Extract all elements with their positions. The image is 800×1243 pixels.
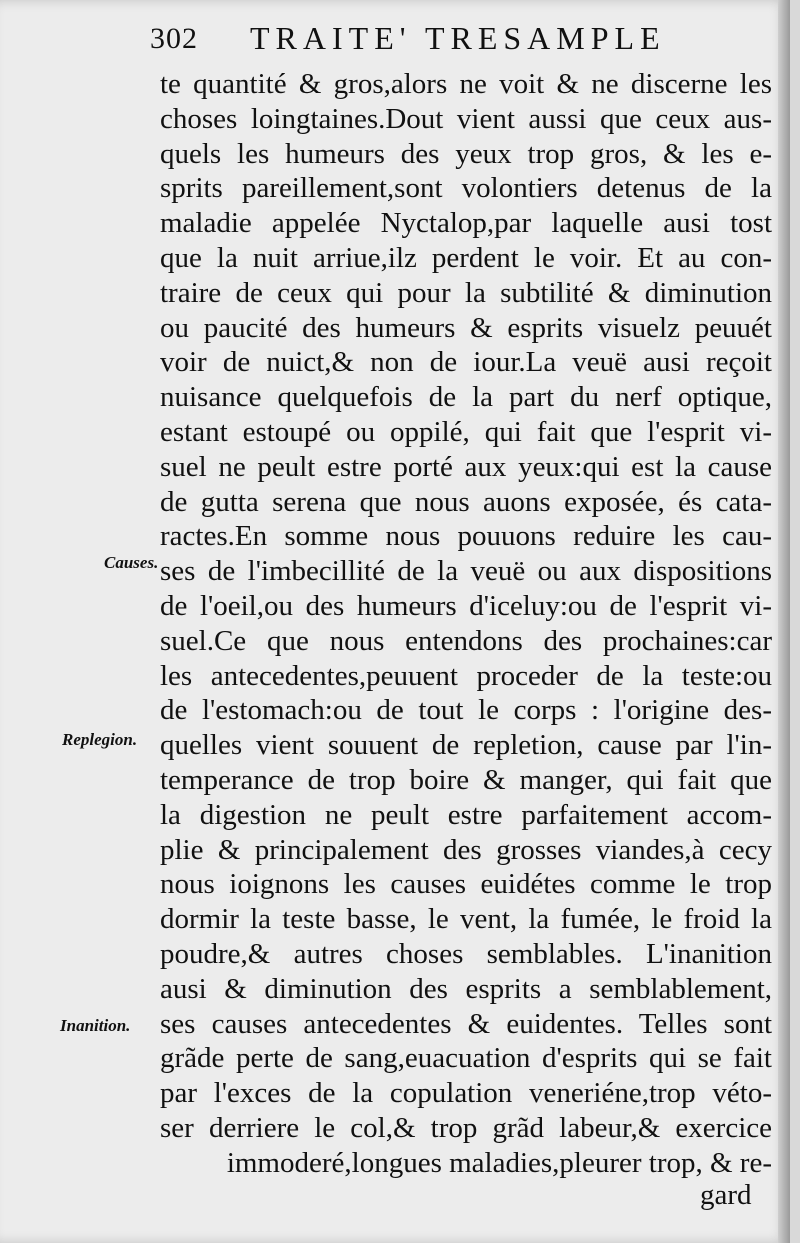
text-line: les antecedentes,peuuent proceder de la teste:ou — [160, 659, 772, 692]
text-line: la digestion ne peult estre parfaitement accom- — [160, 798, 772, 831]
text-line: suel ne peult estre porté aux yeux:qui est la cause — [160, 450, 772, 483]
page-header — [150, 18, 670, 64]
margin-note-causes: Causes. — [104, 553, 159, 572]
text-line: ractes.En somme nous pouuons reduire les cau- — [160, 520, 772, 553]
text-line: ou paucité des humeurs & esprits visuelz peuuét — [160, 311, 772, 344]
text-line: par l'exces de la copulation veneriéne,trop véto- — [160, 1077, 772, 1110]
text-line: ses de l'imbecillité de la veuë ou aux dispositions — [160, 555, 772, 588]
page-number: 302 — [150, 22, 198, 55]
body-text — [160, 67, 772, 1181]
running-head: TRAITE' TRESAMPLE — [250, 20, 666, 56]
text-line: sprits pareillement,sont volontiers detenus de la — [160, 172, 772, 205]
text-line: voir de nuict,& non de iour.La veuë ausi reçoit — [160, 346, 772, 379]
text-line: maladie appelée Nyctalop,par laquelle ausi tost — [160, 207, 772, 240]
gutter-shadow — [778, 0, 790, 1243]
text-line: immoderé,longues maladies,pleurer trop, & re- — [226, 1146, 772, 1179]
text-line: plie & principalement des grosses viandes,à cecy — [160, 833, 772, 866]
text-line: que la nuit arriue,ilz perdent le voir. Et au con- — [160, 241, 772, 274]
text-line: temperance de trop boire & manger, qui fait que — [160, 763, 772, 796]
text-line: quelles vient souuent de repletion, cause par l'in- — [160, 729, 772, 762]
margin-note-repletion: Replegion. — [62, 730, 138, 749]
text-line: choses loingtaines.Dout vient aussi que ceux aus- — [160, 102, 772, 135]
text-line: suel.Ce que nous entendons des prochaines:car — [160, 624, 772, 657]
text-line: ser derriere le col,& trop grãd labeur,& exercice — [160, 1111, 772, 1144]
text-line: quels les humeurs des yeux trop gros, & les e- — [160, 137, 772, 170]
text-line: grãde perte de sang,euacuation d'esprits qui se fait — [160, 1042, 772, 1075]
text-line: poudre,& autres choses semblables. L'inanition — [160, 937, 772, 970]
margin-note-inanition: Inanition. — [60, 1016, 131, 1035]
text-line: de l'estomach:ou de tout le corps : l'origine des- — [160, 694, 772, 727]
text-line: dormir la teste basse, le vent, la fumée, le froid la — [160, 903, 772, 936]
text-line: estant estoupé ou oppilé, qui fait que l'esprit vi- — [160, 415, 772, 448]
text-line: ausi & diminution des esprits a semblablement, — [160, 972, 772, 1005]
text-line: te quantité & gros,alors ne voit & ne discerne les — [160, 68, 772, 100]
text-line: de gutta serena que nous auons exposée, és cata- — [160, 485, 772, 518]
text-line: nuisance quelquefois de la part du nerf optique, — [160, 381, 772, 414]
text-line: de l'oeil,ou des humeurs d'iceluy:ou de l'esprit vi- — [160, 589, 772, 622]
catchword: gard — [700, 1179, 752, 1211]
text-line: nous ioignons les causes euidétes comme le trop — [160, 868, 772, 901]
text-line: ses causes antecedentes & euidentes. Telles sont — [160, 1007, 772, 1040]
text-line: traire de ceux qui pour la subtilité & diminution — [160, 276, 772, 309]
